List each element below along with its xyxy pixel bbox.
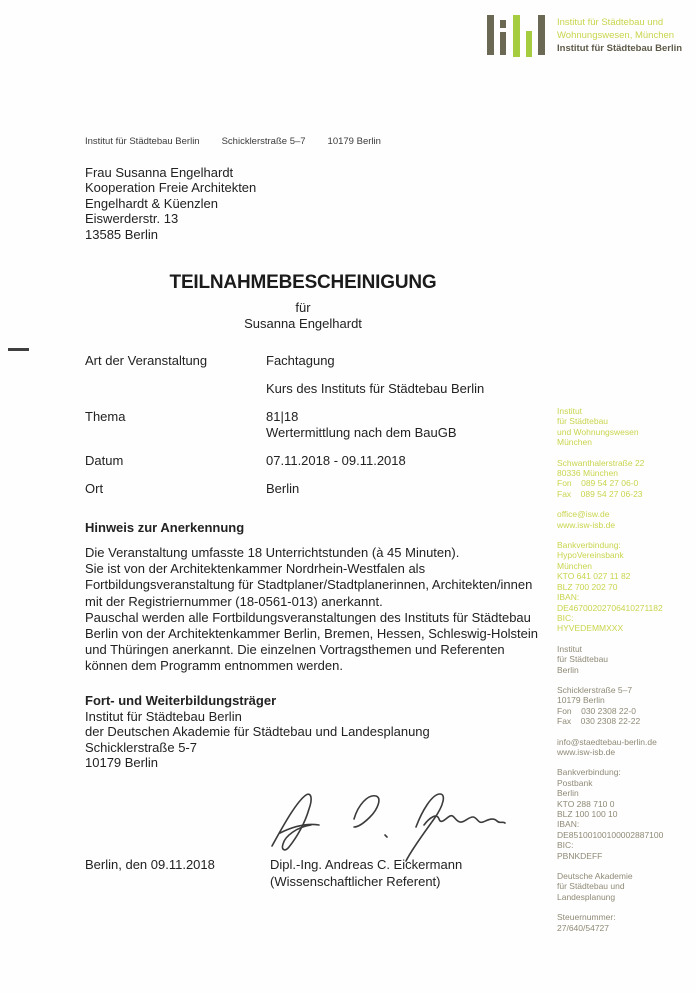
hinweis-paragraph <box>85 545 538 675</box>
text-line: Berlin <box>266 481 300 496</box>
text-line: Berlin <box>557 664 579 675</box>
details-table <box>85 353 484 509</box>
logo-bar-green-tall <box>513 15 520 57</box>
logo-bar-dark-stem <box>500 32 506 55</box>
text-line: Postbank <box>557 777 593 788</box>
sidebar <box>557 406 693 943</box>
detail-value <box>266 453 406 469</box>
sidebar-block <box>557 458 693 500</box>
text-line: KTO 641 027 11 82 <box>557 571 631 582</box>
text-line: Schicklerstraße 5–7 <box>557 684 633 695</box>
sender-street: Schicklerstraße 5–7 <box>221 136 306 147</box>
text-line: Kooperation Freie Architekten <box>85 180 257 196</box>
text-line: Sie ist von der Architektenkammer Nordrhein-Westfalen als <box>85 561 426 577</box>
text-line: Schwanthalerstraße 22 <box>557 457 645 468</box>
signer-role: (Wissenschaftlicher Referent) <box>270 873 441 889</box>
sidebar-block <box>557 685 693 727</box>
detail-label: Ort <box>85 481 104 496</box>
text-line: 10179 Berlin <box>557 695 605 706</box>
text-line: HYVEDEMMXXX <box>557 623 624 634</box>
text-line: Kurs des Instituts für Städtebau Berlin <box>266 381 485 396</box>
detail-label: Datum <box>85 453 124 468</box>
sidebar-block <box>557 406 693 448</box>
text-line: www.isw-isb.de <box>557 746 616 757</box>
text-line: Fon 089 54 27 06-0 <box>557 478 639 489</box>
text-line: Die Veranstaltung umfasste 18 Unterrichtstunden (à 45 Minuten). <box>85 545 460 560</box>
text-line: Steuernummer: <box>557 912 616 923</box>
text-line: Schicklerstraße 5-7 <box>85 739 197 755</box>
text-line: Bankverbindung: <box>557 767 621 778</box>
text-line: 10179 Berlin <box>85 754 158 770</box>
text-line: Institut <box>557 643 583 654</box>
text-line: und Wohnungswesen <box>557 426 639 437</box>
detail-label: Art der Veranstaltung <box>85 353 208 368</box>
text-line: München <box>557 437 592 448</box>
text-line: 27/640/54727 <box>557 922 609 933</box>
recipient-address <box>85 165 256 242</box>
logo-bar-green-short <box>526 31 532 57</box>
text-line: Bankverbindung: <box>557 540 621 551</box>
text-line: Pauschal werden alle Fortbildungsveranstaltungen des Instituts für Städtebau <box>85 609 531 625</box>
detail-row-kurs <box>85 381 484 397</box>
provider-address <box>85 709 430 770</box>
detail-value <box>266 409 457 441</box>
text-line: DE85100100100002887100 <box>557 829 664 840</box>
text-line: BLZ 100 100 10 <box>557 809 618 819</box>
text-line: IBAN: <box>557 819 580 830</box>
text-line: www.isw-isb.de <box>557 519 616 530</box>
hinweis-heading: Hinweis zur Anerkennung <box>85 520 245 535</box>
text-line: für Städtebau <box>557 654 609 665</box>
detail-value <box>266 481 299 497</box>
sender-line <box>85 136 403 147</box>
text-line: 80336 München <box>557 468 618 479</box>
logo-caption-line2: Wohnungswesen, München <box>557 30 675 41</box>
text-line: PBNKDEFF <box>557 850 603 861</box>
detail-value <box>266 353 335 369</box>
detail-value <box>266 381 484 397</box>
text-line: Deutsche Akademie <box>557 871 633 882</box>
title-block <box>85 272 521 331</box>
sidebar-block <box>557 509 693 530</box>
logo-caption-line1: Institut für Städtebau und <box>557 17 664 28</box>
logo-bar-dark-dot <box>500 20 506 28</box>
text-line: München <box>557 560 592 571</box>
sidebar-block <box>557 767 693 861</box>
text-line: office@isw.de <box>557 509 610 520</box>
logo-caption <box>557 16 682 55</box>
sidebar-block <box>557 644 693 675</box>
text-line: Eiswerderstr. 13 <box>85 211 179 227</box>
text-line: Fax 089 54 27 06-23 <box>557 488 643 499</box>
text-line: BLZ 700 202 70 <box>557 581 618 592</box>
detail-row-thema <box>85 409 484 441</box>
text-line: können dem Programm entnommen werden. <box>85 658 343 674</box>
sidebar-block <box>557 540 693 634</box>
detail-row-datum <box>85 453 484 469</box>
text-line: Institut für Städtebau Berlin <box>85 709 242 724</box>
text-line: Fax 030 2308 22-22 <box>557 716 641 727</box>
sidebar-block <box>557 737 693 758</box>
text-line: mit der Registriernummer (18-0561-013) anerkannt. <box>85 593 383 609</box>
text-line: Fon 030 2308 22-0 <box>557 705 636 716</box>
certificate-recipient-name: Susanna Engelhardt <box>244 315 362 331</box>
text-line: HypoVereinsbank <box>557 550 624 561</box>
sidebar-block <box>557 912 693 933</box>
signer-name: Dipl.-Ing. Andreas C. Eickermann <box>270 857 463 872</box>
text-line: DE46700202706410271182 <box>557 602 663 613</box>
text-line: KTO 288 710 0 <box>557 798 615 809</box>
logo-bar-dark-2 <box>538 15 545 55</box>
text-line: Fortbildungsveranstaltung für Stadtplaner/Stadtplanerinnen, Architekten/innen <box>85 577 533 593</box>
logo-caption-line3: Institut für Städtebau Berlin <box>557 43 683 54</box>
signature-image <box>266 784 506 862</box>
text-line: info@staedtebau-berlin.de <box>557 736 657 747</box>
text-line: BIC: <box>557 840 574 851</box>
text-line: Berlin von der Architektenkammer Berlin, Bremen, Hessen, Schleswig-Holstein <box>85 626 539 642</box>
text-line: Fachtagung <box>266 353 335 368</box>
signer-block <box>270 857 462 890</box>
provider-heading: Fort- und Weiterbildungsträger <box>85 693 277 708</box>
certificate-title: TEILNAHMEBESCHEINIGUNG <box>169 272 437 293</box>
text-line: und Thüringen anerkannt. Die einzelnen Vortragsthemen und Referenten <box>85 642 505 658</box>
certificate-for-label: für <box>295 300 311 315</box>
sender-city: 10179 Berlin <box>327 136 381 147</box>
fold-mark <box>8 348 29 351</box>
text-line: der Deutschen Akademie für Städtebau und Landesplanung <box>85 724 430 740</box>
place-date: Berlin, den 09.11.2018 <box>85 857 215 872</box>
text-line: 81|18 <box>266 409 299 424</box>
text-line: für Städtebau und <box>557 881 625 892</box>
text-line: Frau Susanna Engelhardt <box>85 165 234 180</box>
sidebar-block <box>557 871 693 902</box>
text-line: Landesplanung <box>557 891 616 902</box>
text-line: Engelhardt & Küenzlen <box>85 195 218 211</box>
text-line: Berlin <box>557 788 579 799</box>
detail-row-ort <box>85 481 484 497</box>
detail-label: Thema <box>85 409 126 424</box>
text-line: für Städtebau <box>557 416 609 427</box>
text-line: IBAN: <box>557 592 580 603</box>
detail-label <box>85 381 266 397</box>
sender-org: Institut für Städtebau Berlin <box>85 136 200 147</box>
text-line: 07.11.2018 - 09.11.2018 <box>266 453 406 468</box>
text-line: Institut <box>557 406 583 416</box>
text-line: Wertermittlung nach dem BauGB <box>266 425 457 440</box>
logo-bar-dark-1 <box>487 15 494 55</box>
provider-block <box>85 693 430 770</box>
text-line: BIC: <box>557 612 574 623</box>
text-line: 13585 Berlin <box>85 226 158 242</box>
detail-row-art <box>85 353 484 369</box>
